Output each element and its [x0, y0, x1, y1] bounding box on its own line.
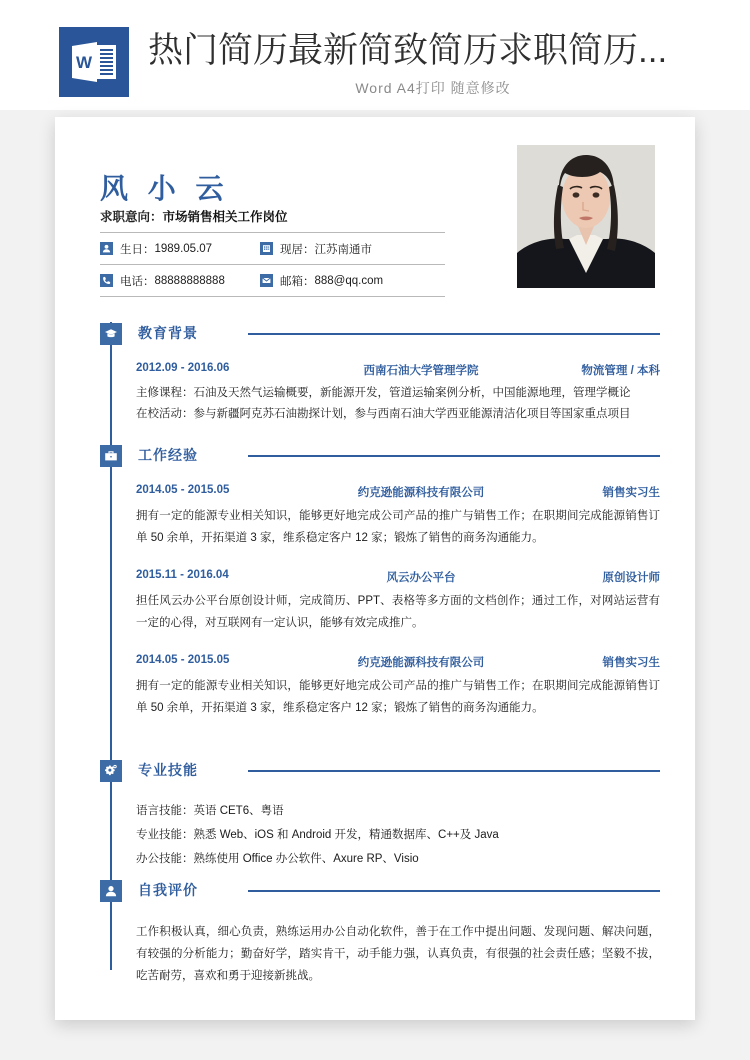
contact-birthday — [100, 241, 260, 257]
page-title: 热门简历最新简致简历求职简历... — [148, 31, 668, 70]
graduation-cap-icon — [100, 323, 122, 345]
section-rule — [248, 455, 660, 457]
entry-date: 2012.09 - 2016.06 — [136, 362, 230, 374]
contact-birthday-label: 生日： — [120, 243, 155, 256]
candidate-name: 风 小 云 — [100, 173, 230, 204]
contact-location — [260, 241, 445, 257]
contact-email-label: 邮箱： — [280, 275, 315, 288]
section-header — [100, 444, 660, 470]
job-objective-value: 市场销售相关工作岗位 — [162, 210, 288, 224]
contact-block — [100, 232, 445, 297]
briefcase-icon — [100, 445, 122, 467]
section-header — [100, 879, 660, 905]
section-title: 专业技能 — [138, 762, 198, 778]
phone-icon — [100, 274, 113, 287]
job-objective-label: 求职意向： — [100, 210, 163, 224]
contact-row — [100, 233, 445, 264]
entry-meta — [136, 484, 660, 500]
contact-row — [100, 265, 445, 296]
section-title: 自我评价 — [138, 882, 198, 898]
envelope-icon — [260, 274, 273, 287]
entry-meta — [136, 362, 660, 378]
entry-date: 2014.05 - 2015.05 — [136, 484, 230, 496]
skill-professional: 专业技能：熟悉 Web、iOS 和 Android 开发，精通数据库、C++及 Java — [136, 829, 499, 841]
section-education — [100, 322, 660, 425]
contact-location-value: 江苏南通市 — [314, 243, 372, 256]
work-entry — [100, 654, 660, 719]
skills-list — [100, 799, 660, 871]
self-evaluation-text: 工作积极认真，细心负责，熟练运用办公自动化软件，善于在工作中提出问题、发现问题、解决问题，有较强的分析能力；勤奋好学，踏实肯干，动手能力强，认真负责，有很强的社会责任感；坚毅不拔，吃苦耐劳，喜欢和勇于迎接新挑战。 — [136, 926, 660, 982]
person-icon — [100, 880, 122, 902]
entry-organization: 约克逊能源科技有限公司 — [357, 487, 485, 499]
resume-sheet — [55, 117, 695, 1020]
entry-description: 担任风云办公平台原创设计师，完成简历、PPT、表格等多方面的文档创作；通过工作，对网站运营有一定的心得，对互联网有一定认识，能够有效完成推广。 — [136, 595, 660, 629]
entry-date: 2014.05 - 2015.05 — [136, 654, 230, 666]
job-objective — [100, 207, 288, 225]
section-title: 教育背景 — [138, 325, 198, 341]
word-document-icon — [59, 27, 129, 97]
entry-description: 拥有一定的能源专业相关知识，能够更好地完成公司产品的推广与销售工作；在职期间完成能源销售订单 50 余单，开拓渠道 3 家，维系稳定客户 12 家；锻炼了销售的商务沟通能力。 — [136, 680, 660, 714]
page-header — [0, 0, 750, 110]
contact-birthday-value: 1989.05.07 — [154, 242, 213, 255]
section-rule — [248, 890, 660, 892]
contact-location-label: 现居： — [280, 243, 315, 256]
page-subtitle: Word A4打印 随意修改 — [355, 80, 511, 96]
candidate-photo — [517, 145, 655, 288]
entry-organization: 风云办公平台 — [386, 572, 456, 584]
section-work-experience — [100, 444, 660, 719]
gear-icon — [100, 760, 122, 782]
education-entry — [100, 362, 660, 425]
section-self-evaluation — [100, 879, 660, 987]
entry-meta — [136, 654, 660, 670]
skill-language: 语言技能：英语 CET6、粤语 — [136, 805, 284, 817]
section-title: 工作经验 — [138, 447, 198, 463]
contact-divider-bottom — [100, 296, 445, 297]
building-icon — [260, 242, 273, 255]
education-activities: 在校活动：参与新疆阿克苏石油勘探计划，参与西南石油大学西亚能源清洁化项目等国家重点项目 — [136, 408, 631, 420]
education-courses: 主修课程：石油及天然气运输概要，新能源开发，管道运输案例分析，中国能源地理，管理学概论 — [136, 387, 631, 399]
contact-phone-label: 电话： — [120, 275, 155, 288]
svg-text:W: W — [75, 53, 93, 72]
contact-email-value: 888@qq.com — [314, 274, 384, 287]
entry-date: 2015.11 - 2016.04 — [136, 569, 229, 581]
entry-organization: 约克逊能源科技有限公司 — [357, 657, 485, 669]
section-rule — [248, 333, 660, 335]
entry-meta — [136, 569, 660, 585]
work-entry — [100, 569, 660, 634]
entry-description: 拥有一定的能源专业相关知识，能够更好地完成公司产品的推广与销售工作；在职期间完成能源销售订单 50 余单，开拓渠道 3 家，维系稳定客户 12 家；锻炼了销售的商务沟通能力。 — [136, 510, 660, 544]
skill-office: 办公技能：熟练使用 Office 办公软件、Axure RP、Visio — [136, 853, 419, 865]
section-rule — [248, 770, 660, 772]
entry-organization: 西南石油大学管理学院 — [363, 365, 479, 377]
section-skills — [100, 759, 660, 871]
contact-phone-value: 88888888888 — [154, 274, 225, 287]
entry-role: 原创设计师 — [602, 572, 660, 584]
section-header — [100, 759, 660, 785]
entry-role: 销售实习生 — [602, 487, 660, 499]
contact-email — [260, 273, 445, 289]
person-icon — [100, 242, 113, 255]
entry-role: 销售实习生 — [602, 657, 660, 669]
section-header — [100, 322, 660, 348]
work-entry — [100, 484, 660, 549]
contact-phone — [100, 273, 260, 289]
entry-role: 物流管理 / 本科 — [581, 365, 660, 377]
